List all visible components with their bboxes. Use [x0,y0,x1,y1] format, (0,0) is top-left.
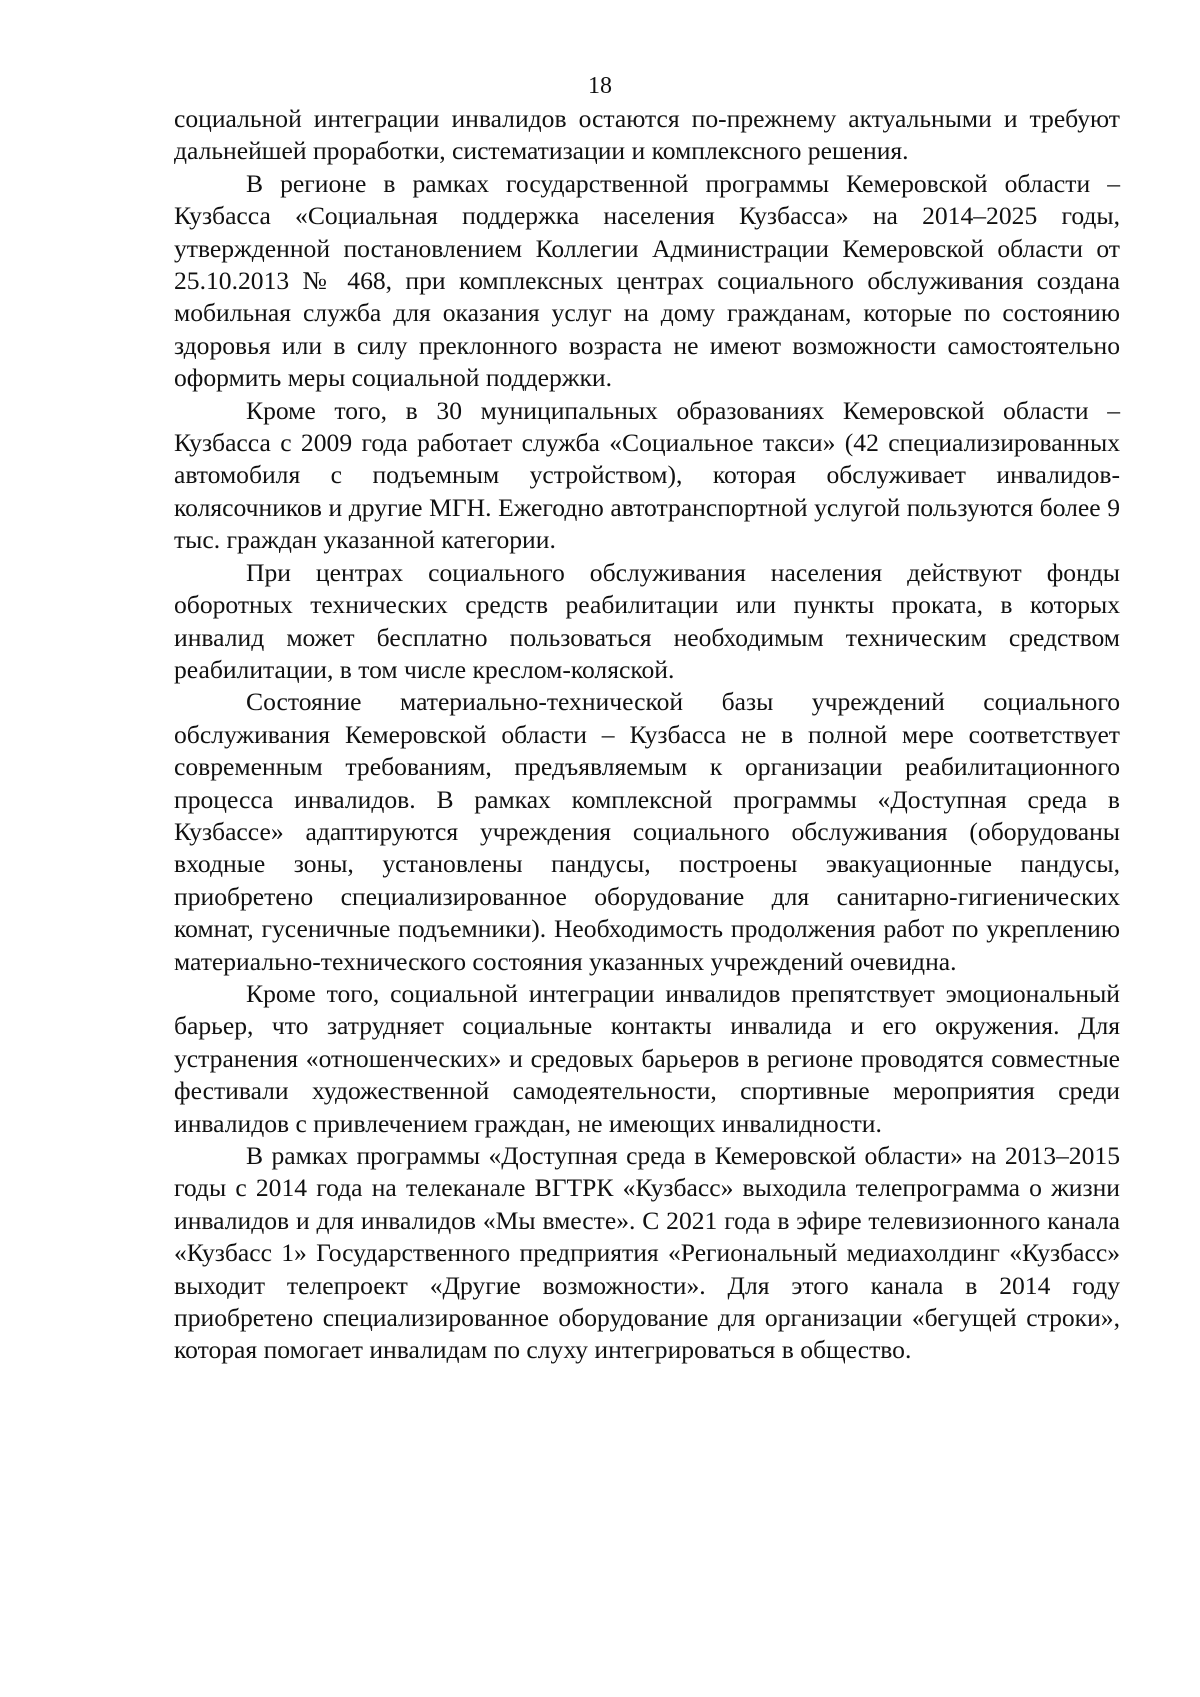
paragraph-continuation: социальной интеграции инвалидов остаются по-прежнему актуальными и требуют дальнейшей проработки, систематизации и комплексного решения. [174,104,1120,166]
document-body [174,103,1120,1367]
paragraph-mobile-service: В регионе в рамках государственной программы Кемеровской области – Кузбасса «Социальная поддержка населения Кузбасса» на 2014–2025 годы, утвержденной постановлением Коллегии Администрации Кемеровской области от 25.10.2013 № 468, при комплексных центрах социального обслуживания создана мобильная служба для оказания услуг на дому гражданам, которые по состоянию здоровья или в силу преклонного возраста не имеют возможности самостоятельно оформить меры социальной поддержки. [174,168,1120,393]
paragraph-tv-program: В рамках программы «Доступная среда в Кемеровской области» на 2013–2015 годы с 2014 года на телеканале ВГТРК «Кузбасс» выходила телепрограмма о жизни инвалидов и для инвалидов «Мы вместе». С 2021 года в эфире телевизионного канала «Кузбасс 1» Государственного предприятия «Региональный медиахолдинг «Кузбасс» выходит телепроект «Другие возможности». Для этого канала в 2014 году приобретено специализированное оборудование для организации «бегущей строки», которая помогает инвалидам по слуху интегрироваться в общество. [174,1141,1120,1365]
paragraph-social-taxi: Кроме того, в 30 муниципальных образованиях Кемеровской области – Кузбасса с 2009 года работает служба «Социальное такси» (42 специализированных автомобиля с подъемным устройством), которая обслуживает инвалидов-колясочников и другие МГН. Ежегодно автотранспортной услугой пользуются более 9 тыс. граждан указанной категории. [174,395,1120,555]
paragraph-material-base: Состояние материально-технической базы учреждений социального обслуживания Кемеровской области – Кузбасса не в полной мере соответствует современным требованиям, предъявляемым к организации реабилитационного процесса инвалидов. В рамках комплексной программы «Доступная среда в Кузбассе» адаптируются учреждения социального обслуживания (оборудованы входные зоны, установлены пандусы, построены эвакуационные пандусы, приобретено специализированное оборудование для санитарно-гигиенических комнат, гусеничные подъемники). Необходимость продолжения работ по укреплению материально-технического состояния указанных учреждений очевидна. [174,687,1120,976]
page-number: 18 [588,73,612,99]
paragraph-rehabilitation-funds: При центрах социального обслуживания населения действуют фонды оборотных технических средств реабилитации или пункты проката, в которых инвалид может бесплатно пользоваться необходимым техническим средством реабилитации, в том числе креслом-коляской. [174,557,1120,684]
paragraph-emotional-barrier: Кроме того, социальной интеграции инвалидов препятствует эмоциональный барьер, что затрудняет социальные контакты инвалида и его окружения. Для устранения «отношенческих» и средовых барьеров в регионе проводятся совместные фестивали художественной самодеятельности, спортивные мероприятия среди инвалидов с привлечением граждан, не имеющих инвалидности. [174,978,1120,1138]
